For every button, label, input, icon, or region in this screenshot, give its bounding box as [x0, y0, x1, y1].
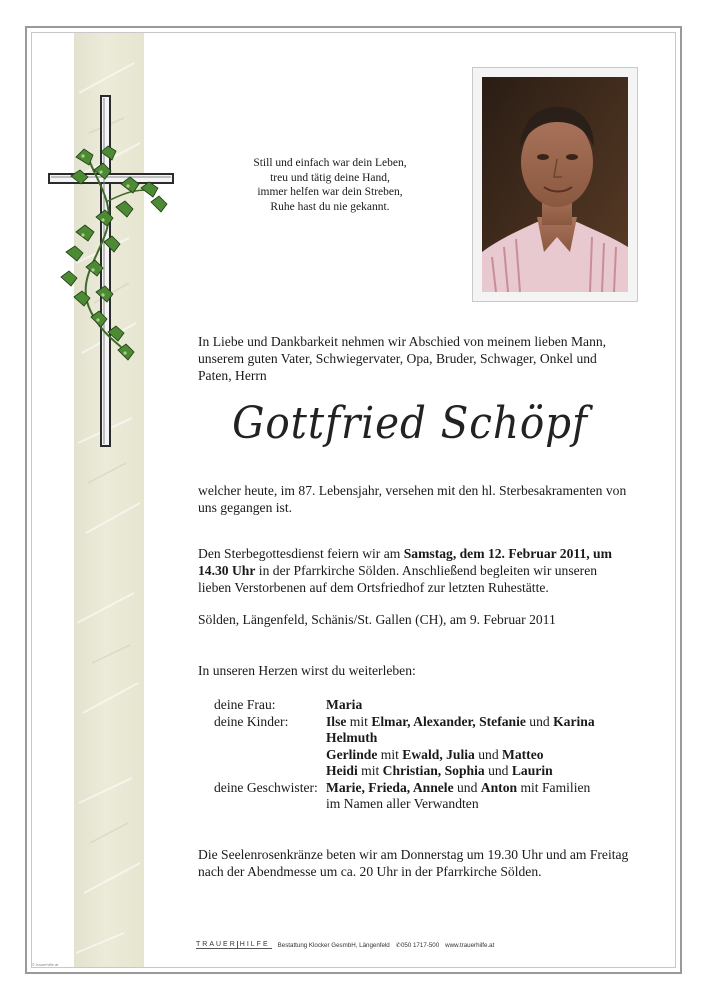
child-family: Ewald, Julia [402, 746, 475, 762]
survivor-label-empty [214, 796, 326, 813]
conj: und [484, 763, 512, 778]
survivor-row [214, 763, 595, 780]
conj: mit [377, 746, 403, 762]
survivor-label: deine Frau: [214, 697, 276, 712]
intro-line: unserem guten Vater, Schwiegervater, Opa, Bruder, Schwager, Onkel und [198, 351, 597, 366]
funeral-date: Samstag, dem 12. Februar 2011, um [403, 546, 612, 561]
intro-line: Paten, Herrn [198, 368, 267, 383]
age-line: welcher heute, im 87. Lebensjahr, versehen mit den hl. Sterbesakramenten von [198, 483, 627, 498]
child-name: Heidi [326, 763, 358, 778]
child-family: Elmar, Alexander, Stefanie [371, 713, 526, 729]
sibling-names: Marie, Frieda, Annele [326, 779, 454, 795]
child-family: Christian, Sophia [382, 763, 485, 778]
child-family: Laurin [511, 763, 553, 778]
hearts-heading: In unseren Herzen wirst du weiterleben: [198, 663, 416, 678]
funeral-text: Den Sterbegottesdienst feiern wir am [198, 546, 404, 561]
survivor-value [326, 697, 362, 714]
poem-line: Still und einfach war dein Leben, [253, 157, 407, 169]
conj: mit [357, 763, 383, 778]
survivor-label: deine Geschwister: [214, 779, 318, 795]
relatives-text: im Namen aller Verwandten [326, 796, 479, 811]
funeral-text: in der Pfarrkirche Sölden. Anschließend begleiten wir unseren [255, 563, 598, 578]
survivor-label-empty [214, 763, 326, 780]
child-name: Ilse [326, 713, 347, 729]
survivor-value [326, 763, 553, 780]
sibling-text: mit Familien [517, 779, 591, 795]
survivors-list [214, 697, 595, 813]
copyright: © trauerhilfe.at [32, 962, 59, 967]
survivor-label: deine Kinder: [214, 713, 289, 729]
survivor-row [214, 730, 595, 747]
conj: und [525, 713, 554, 729]
survivor-row [214, 714, 595, 731]
footer-phone: ✆050 1717-500 [395, 941, 440, 949]
conj: und [474, 746, 503, 762]
portrait-illustration [482, 77, 628, 292]
child-family: Karina [553, 713, 595, 729]
cross-with-ivy-icon [46, 92, 176, 452]
funeral-line [198, 545, 640, 562]
wife-name: Maria [326, 697, 363, 712]
intro-paragraph [198, 333, 640, 384]
child-name: Gerlinde [326, 746, 378, 762]
age-paragraph [198, 482, 640, 516]
poem-line: treu und tätig deine Hand, [270, 171, 390, 184]
deceased-name: Gottfried Schöpf [232, 398, 588, 449]
rosary-line: nach der Abendmesse um ca. 20 Uhr in der Pfarrkirche Sölden. [198, 864, 542, 879]
logo-part: HILFE [237, 941, 270, 948]
survivor-value [326, 780, 590, 797]
conj: mit [346, 713, 372, 729]
survivor-value [326, 730, 377, 747]
intro-line: In Liebe und Dankbarkeit nehmen wir Abschied von meinem lieben Mann, [198, 334, 607, 349]
rosary-paragraph [198, 846, 640, 880]
poem [230, 156, 430, 214]
sibling-name: Anton [480, 779, 518, 795]
child-family: Matteo [502, 746, 544, 762]
survivor-row [214, 747, 595, 764]
logo-part: TRAUER [196, 941, 237, 948]
survivor-label-empty [214, 730, 326, 747]
footer-company: Bestattung Klocker GesmbH, Längenfeld [277, 941, 390, 949]
survivor-value [326, 747, 544, 764]
rosary-line: Die Seelenrosenkränze beten wir am Donnerstag um 19.30 Uhr und am Freitag [198, 847, 629, 862]
funeral-time: 14.30 Uhr [198, 563, 256, 578]
footer [196, 941, 494, 949]
child-name: Helmuth [326, 730, 378, 745]
survivor-row [214, 796, 595, 813]
survivor-value [326, 714, 595, 731]
conj: und [453, 779, 481, 795]
funeral-line [198, 562, 640, 579]
poem-line: immer helfen war dein Streben, [257, 186, 403, 198]
trauerhilfe-logo [196, 941, 272, 949]
funeral-paragraph [198, 545, 640, 596]
poem-line: Ruhe hast du nie gekannt. [270, 200, 390, 213]
funeral-line: lieben Verstorbenen auf dem Ortsfriedhof zur letzten Ruhestätte. [198, 580, 549, 595]
age-line: uns gegangen ist. [198, 500, 293, 515]
survivor-label-empty [214, 747, 326, 764]
footer-web: www.trauerhilfe.at [445, 941, 495, 949]
place-date: Sölden, Längenfeld, Schänis/St. Gallen (CH), am 9. Februar 2011 [198, 612, 556, 627]
portrait-photo [482, 77, 628, 292]
survivor-row [214, 780, 595, 797]
portrait-frame [472, 67, 638, 302]
survivor-row [214, 697, 595, 714]
